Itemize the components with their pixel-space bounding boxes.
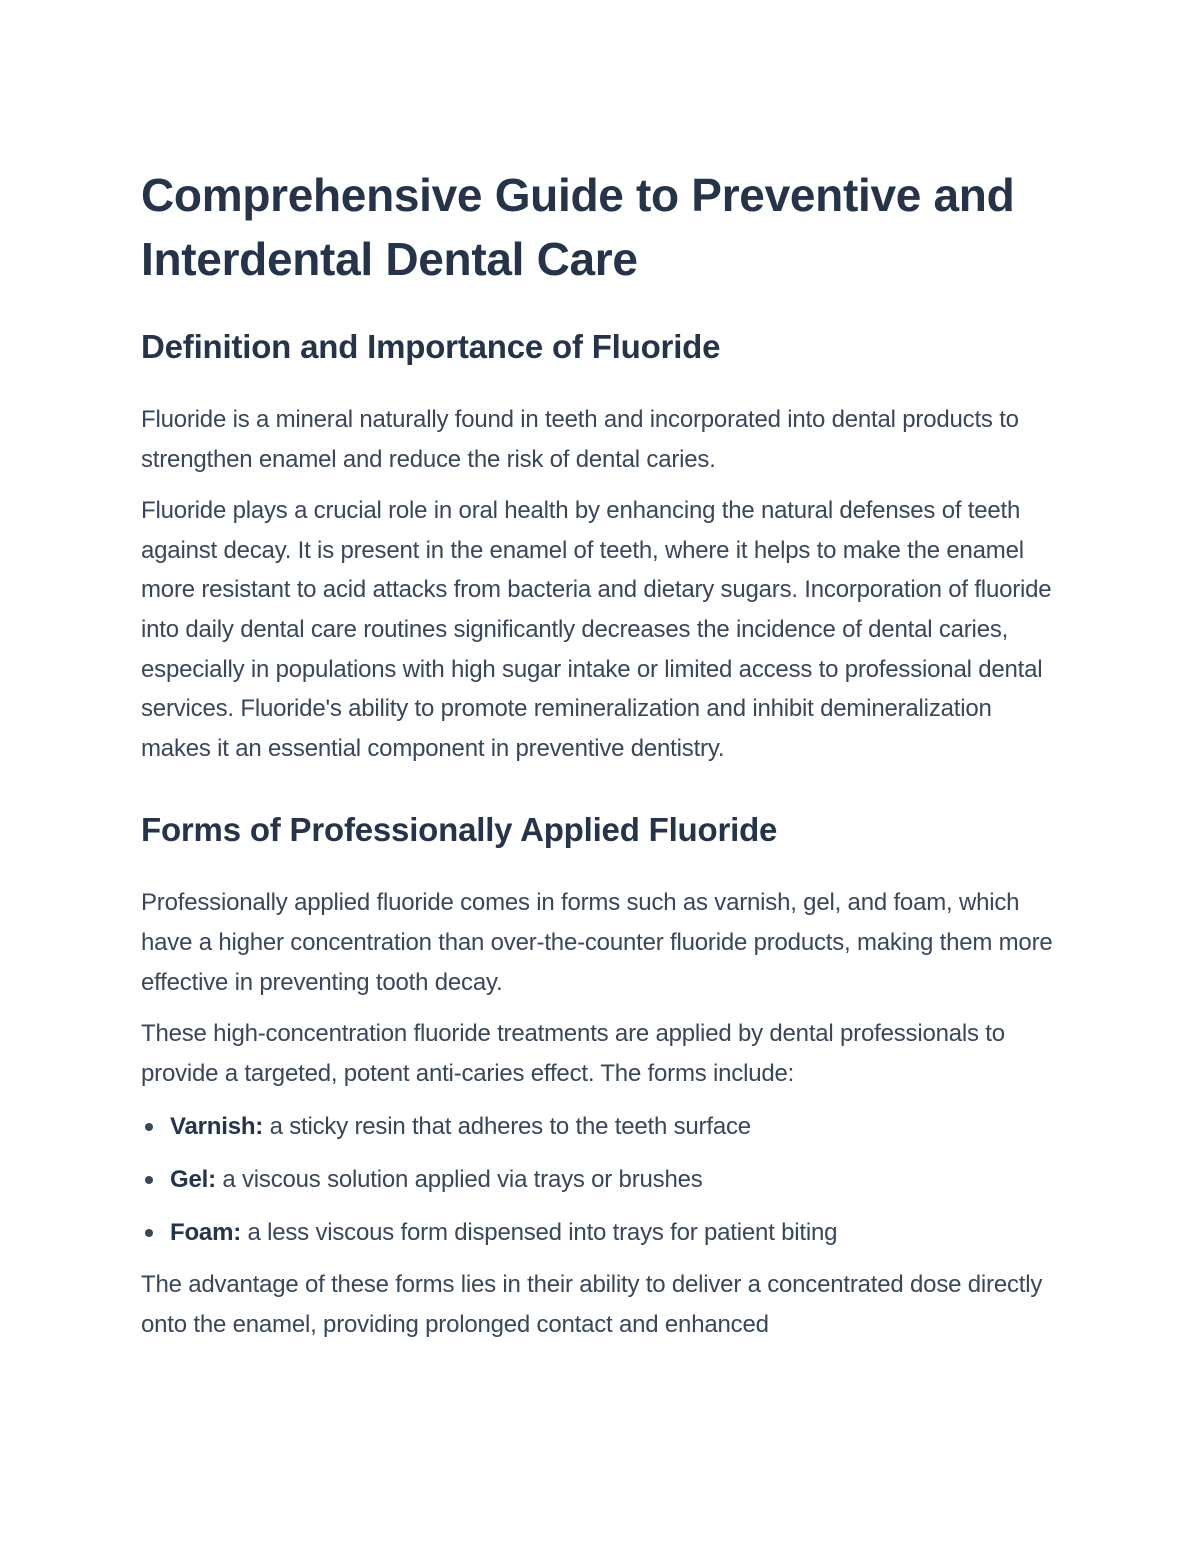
list-item-term: Gel: [170, 1165, 216, 1193]
list-item-foam [141, 1213, 1061, 1253]
paragraph-forms-summary: Professionally applied fluoride comes in forms such as varnish, gel, and foam, which have a higher concentration than over-the-counter fluoride products, making them more effective in preventing tooth decay. [141, 889, 1053, 996]
section-heading-forms: Forms of Professionally Applied Fluoride [141, 811, 778, 849]
list-item-text: a less viscous form dispensed into trays for patient biting [241, 1218, 838, 1246]
paragraph-fluoride-importance: Fluoride plays a crucial role in oral health by enhancing the natural defenses of teeth against decay. It is present in the enamel of teeth, where it helps to make the enamel more resistant to acid attacks from bacteria and dietary sugars. Incorporation of fluoride into daily dental care routines significantly decreases the incidence of dental caries, especially in populations with high sugar intake or limited access to professional dental services. Fluoride's ability to promote remineralization and inhibit demineralization makes it an essential component in preventive dentistry. [141, 497, 1052, 762]
bullet-icon [145, 1229, 153, 1237]
document-title: Comprehensive Guide to Preventive and Interdental Dental Care [141, 169, 1015, 285]
list-item-term: Varnish: [170, 1113, 264, 1141]
paragraph-forms-advantage: The advantage of these forms lies in their ability to deliver a concentrated dose directly onto the enamel, providing prolonged contact and enhanced [141, 1271, 1043, 1338]
list-item-gel [141, 1160, 1061, 1200]
paragraph-fluoride-definition: Fluoride is a mineral naturally found in teeth and incorporated into dental products to strengthen enamel and reduce the risk of dental caries. [141, 406, 1019, 473]
list-item-text: a sticky resin that adheres to the teeth surface [263, 1113, 751, 1141]
list-item-varnish [141, 1107, 1061, 1147]
section-heading-definition: Definition and Importance of Fluoride [141, 328, 721, 365]
fluoride-forms-list [141, 1107, 1061, 1252]
bullet-icon [145, 1123, 153, 1131]
paragraph-forms-intro: These high-concentration fluoride treatments are applied by dental professionals to provide a targeted, potent anti-caries effect. The forms include: [141, 1020, 1005, 1087]
document-page [141, 163, 1061, 1344]
bullet-icon [145, 1176, 153, 1184]
list-item-text: a viscous solution applied via trays or brushes [215, 1165, 703, 1193]
list-item-term: Foam: [170, 1218, 242, 1246]
